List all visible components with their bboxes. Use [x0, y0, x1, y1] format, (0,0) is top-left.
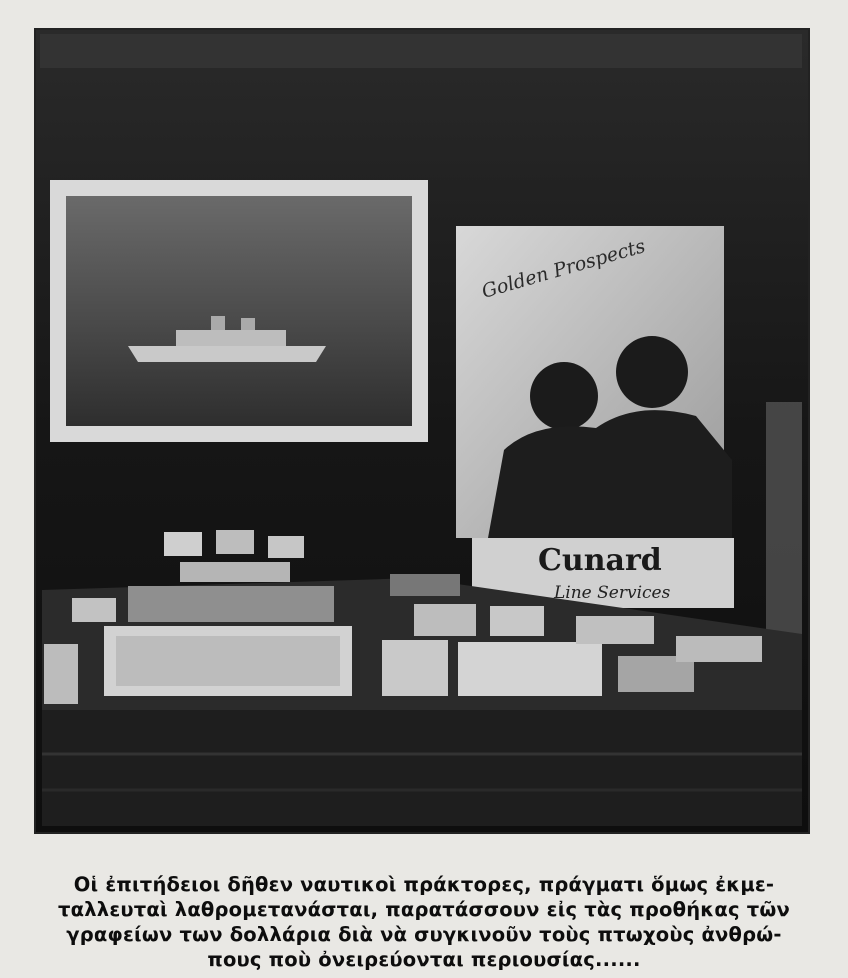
display-table-front	[42, 710, 802, 826]
banknote	[164, 532, 202, 556]
banknote	[216, 530, 254, 554]
poster-figure-head-left	[530, 362, 598, 430]
caption-line-3: γραφείων των δολλάρια διὰ νὰ συγκινοῦν τοὺς πτωχοὺς ἀνθρώ-	[66, 923, 782, 946]
banknote	[458, 642, 602, 696]
ship-superstructure	[176, 330, 286, 346]
window-top-band	[40, 34, 802, 68]
photo-caption	[36, 872, 812, 972]
caption-line-4: πους ποὺ ὀνειρεύονται περιουσίας......	[207, 948, 641, 971]
banknote	[414, 604, 476, 636]
ship-funnel-2	[241, 318, 255, 330]
banknote	[180, 562, 290, 582]
banknote	[72, 598, 116, 622]
caption-line-2: ταλλευταὶ λαθρομετανάσται, παρατάσσουν εἰς τὰς προθήκας τῶν	[58, 898, 790, 921]
banknote	[390, 574, 460, 596]
cunard-poster	[456, 226, 734, 608]
banknote	[128, 586, 334, 622]
banknote	[576, 616, 654, 644]
poster-brand-text: Cunard	[538, 543, 662, 578]
poster-figure-head-right	[616, 336, 688, 408]
ship-picture	[50, 180, 428, 442]
banknote	[268, 536, 304, 558]
newspaper-photo	[34, 28, 810, 834]
ship-picture-sea	[66, 196, 412, 426]
caption-line-1: Οἱ ἐπιτήδειοι δῆθεν ναυτικοὶ πράκτορες, πράγματι ὅμως ἐκμε-	[73, 873, 775, 896]
banknote	[382, 640, 448, 696]
banknote-print	[116, 636, 340, 686]
banknote	[490, 606, 544, 636]
shop-window-photo	[36, 30, 808, 832]
ship-hull	[128, 346, 326, 362]
poster-script-text: Golden Prospects	[479, 235, 648, 303]
right-edge-panel	[766, 402, 802, 642]
poster-subtitle-text: Line Services	[554, 583, 671, 603]
banknote	[44, 644, 78, 704]
ship-funnel	[211, 316, 225, 330]
banknote	[676, 636, 762, 662]
